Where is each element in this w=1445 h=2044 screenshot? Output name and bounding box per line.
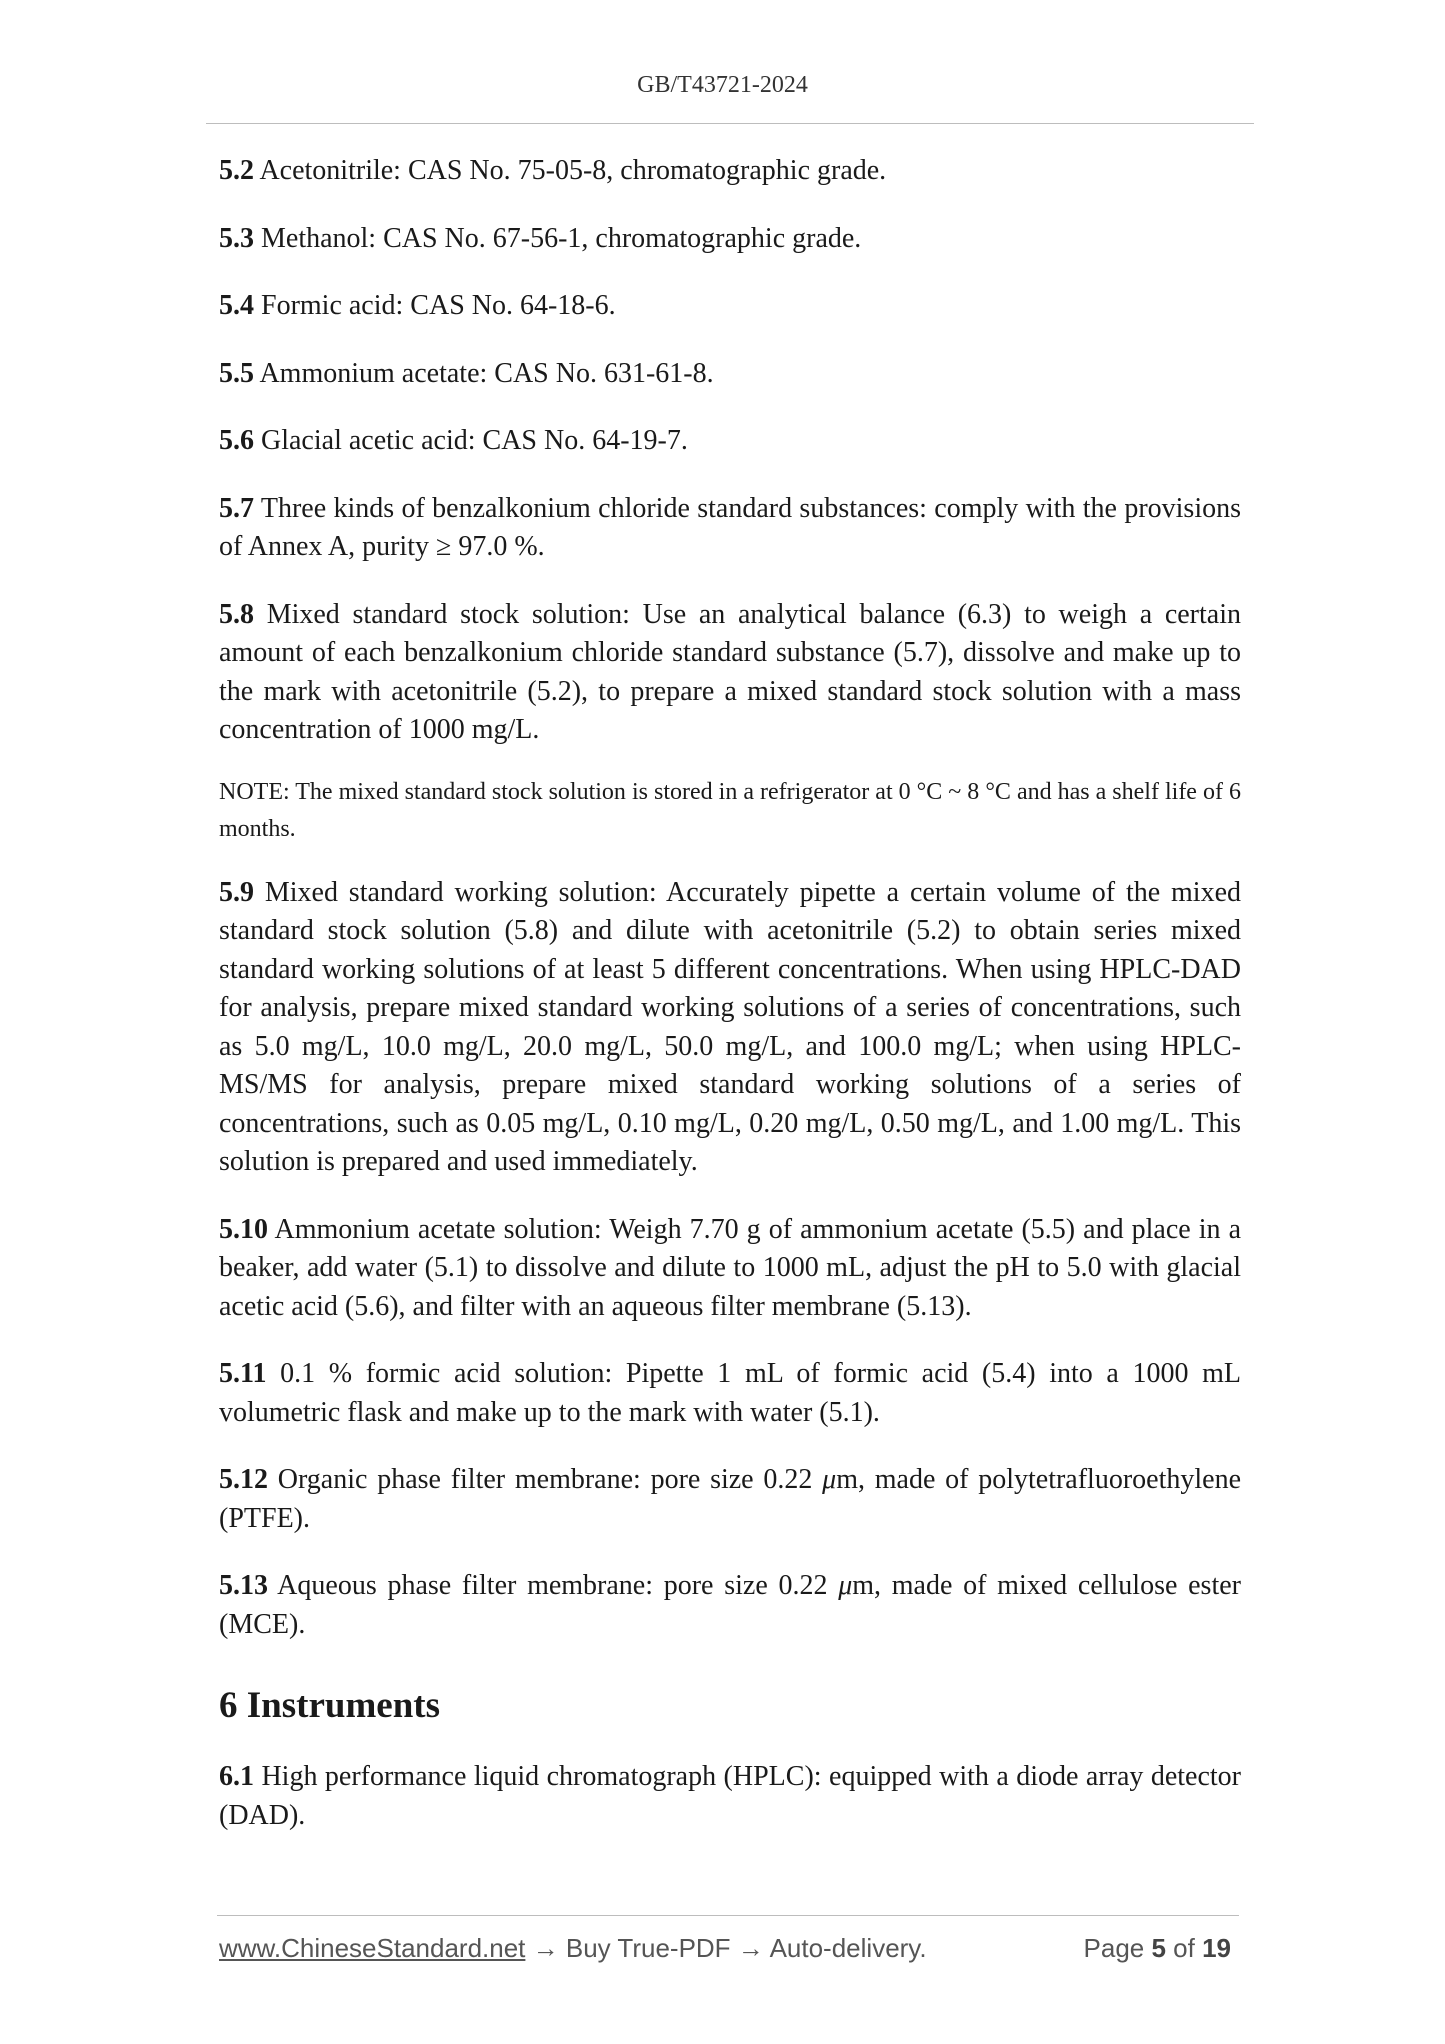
micro-symbol: μ bbox=[822, 1464, 837, 1495]
clause-5-6 bbox=[219, 422, 1241, 461]
storage-note: NOTE: The mixed standard stock solution is stored in a refrigerator at 0 °C ~ 8 °C and has a shelf life of 6 months. bbox=[219, 778, 1241, 842]
clause-number: 5.6 bbox=[219, 425, 254, 456]
current-page-number: 5 bbox=[1151, 1933, 1166, 1963]
footer-promo bbox=[219, 1933, 927, 1964]
clause-number: 5.4 bbox=[219, 290, 254, 321]
micro-symbol: μ bbox=[838, 1570, 853, 1601]
clause-number: 6.1 bbox=[219, 1761, 254, 1792]
clause-number: 5.10 bbox=[219, 1213, 268, 1245]
clause-text: Aqueous phase filter membrane: pore size 0.22 bbox=[268, 1570, 839, 1601]
clause-5-5 bbox=[219, 355, 1241, 394]
clause-text: Mixed standard working solution: Accurately pipette a certain volume of the mixed standard stock solution (5.8) and dilute with acetonitrile (5.2) to obtain series mixed standard working solutions of at least 5 different concentrations. When using HPLC-DAD for analysis, prepare mixed standard working solutions of a series of concentrations, such as 5.0 mg/L, 10.0 mg/L, 20.0 mg/L, 50.0 mg/L, and 100.0 mg/L; when using HPLC-MS/MS for analysis, prepare mixed standard working solutions of a series of concentrations, such as 0.05 mg/L, 0.10 mg/L, 0.20 mg/L, 0.50 mg/L, and 1.00 mg/L. This solution is prepared and used immediately. bbox=[219, 876, 1241, 1177]
clause-text: Formic acid: CAS No. 64-18-6. bbox=[254, 290, 616, 321]
total-pages-number: 19 bbox=[1202, 1933, 1231, 1963]
section-heading-instruments: 6 Instruments bbox=[219, 1685, 440, 1726]
clause-5-7 bbox=[219, 490, 1241, 567]
clause-5-4 bbox=[219, 287, 1241, 326]
clause-5-11 bbox=[219, 1355, 1241, 1432]
clause-number: 5.2 bbox=[219, 155, 254, 186]
clause-number: 5.9 bbox=[219, 876, 254, 908]
clause-text: m, made of mixed cellulose ester (MCE). bbox=[219, 1570, 1241, 1640]
page-indicator bbox=[1084, 1933, 1231, 1964]
clause-text: 0.1 % formic acid solution: Pipette 1 mL of formic acid (5.4) into a 1000 mL volumetric flask and make up to the mark with water (5.1). bbox=[219, 1358, 1241, 1428]
website-link[interactable]: www.ChineseStandard.net bbox=[219, 1933, 526, 1963]
clause-number: 5.5 bbox=[219, 357, 254, 389]
document-code-header: GB/T43721-2024 bbox=[637, 72, 808, 98]
header-divider bbox=[206, 123, 1254, 124]
page-label: Page bbox=[1083, 1933, 1152, 1963]
clause-text: Mixed standard stock solution: Use an analytical balance (6.3) to weigh a certain amount of each benzalkonium chloride standard substance (5.7), dissolve and make up to the mark with acetonitrile (5.2), to prepare a mixed standard stock solution with a mass concentration of 1000 mg/L. bbox=[219, 598, 1241, 745]
page-of-label: of bbox=[1165, 1933, 1203, 1963]
clause-5-2 bbox=[219, 152, 1241, 191]
clause-5-12 bbox=[219, 1461, 1241, 1538]
clause-text: Acetonitrile: CAS No. 75-05-8, chromatographic grade. bbox=[254, 155, 887, 186]
clause-5-9 bbox=[219, 874, 1241, 1182]
clause-number: 5.12 bbox=[219, 1464, 268, 1495]
clause-5-8 bbox=[219, 596, 1241, 750]
clause-number: 5.3 bbox=[219, 222, 254, 254]
clause-number: 5.11 bbox=[219, 1358, 267, 1389]
clause-5-10 bbox=[219, 1211, 1241, 1327]
clause-5-3 bbox=[219, 220, 1241, 259]
promo-text: → Buy True-PDF → Auto-delivery. bbox=[525, 1933, 927, 1963]
document-body bbox=[219, 152, 1241, 1864]
clause-text: Ammonium acetate solution: Weigh 7.70 g of ammonium acetate (5.5) and place in a beaker, add water (5.1) to dissolve and dilute to 1000 mL, adjust the pH to 5.0 with glacial acetic acid (5.6), and filter with an aqueous filter membrane (5.13). bbox=[219, 1213, 1241, 1322]
clause-text: Glacial acetic acid: CAS No. 64-19-7. bbox=[254, 425, 688, 456]
footer-divider bbox=[217, 1915, 1239, 1916]
clause-text: Ammonium acetate: CAS No. 631-61-8. bbox=[254, 357, 714, 389]
clause-5-13 bbox=[219, 1567, 1241, 1644]
clause-6-1 bbox=[219, 1758, 1241, 1835]
clause-text: Three kinds of benzalkonium chloride standard substances: comply with the provisions of Annex A, purity ≥ 97.0 %. bbox=[219, 492, 1241, 562]
clause-number: 5.8 bbox=[219, 598, 254, 630]
clause-text: m, made of polytetrafluoroethylene (PTFE). bbox=[219, 1464, 1241, 1534]
clause-number: 5.7 bbox=[219, 492, 254, 524]
clause-text: High performance liquid chromatograph (HPLC): equipped with a diode array detector (DAD). bbox=[219, 1761, 1241, 1831]
clause-text: Methanol: CAS No. 67-56-1, chromatographic grade. bbox=[254, 222, 862, 254]
clause-text: Organic phase filter membrane: pore size 0.22 bbox=[268, 1464, 823, 1495]
clause-number: 5.13 bbox=[219, 1570, 268, 1601]
